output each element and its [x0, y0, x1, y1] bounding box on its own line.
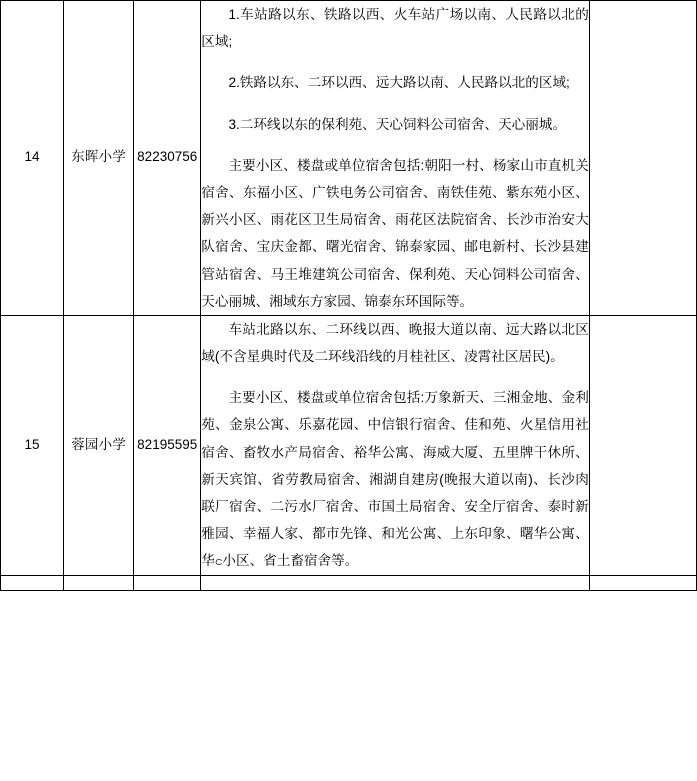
area-paragraph: 车站北路以东、二环线以西、晚报大道以南、远大路以北区域(不含星典时代及二环线沿线的月桂社区、凌霄社区居民)。 [201, 321, 589, 365]
row-index-cell [1, 575, 64, 590]
area-paragraph: 3.二环线以东的保利苑、天心饲料公司宿舍、天心丽城。 [228, 116, 567, 132]
table-row [1, 315, 697, 575]
phone-cell: 82195595 [134, 315, 201, 575]
school-name-cell: 东晖小学 [64, 1, 134, 316]
phone-cell: 82230756 [134, 1, 201, 316]
remark-cell [589, 315, 696, 575]
table-row [1, 575, 697, 590]
row-index-cell: 15 [1, 315, 64, 575]
table-row [1, 1, 697, 316]
remark-cell [589, 1, 696, 316]
enrollment-area-text [201, 316, 589, 575]
phone-cell [134, 575, 201, 590]
remark-cell [589, 575, 696, 590]
area-paragraph: 主要小区、楼盘或单位宿舍包括:万象新天、三湘金地、金利苑、金泉公寓、乐嘉花园、中信银行宿舍、佳和苑、火星信用社宿舍、畜牧水产局宿舍、裕华公寓、海威大厦、五里牌干休所、新天宾馆、省劳教局宿舍、湘湖自建房(晚报大道以南)、长沙肉联厂宿舍、二污水厂宿舍、市国土局宿舍、安全厅宿舍、泰时新雅园、幸福人家、都市先锋、和光公寓、上东印象、曙华公寓、华င小区、省土畜宿舍等。 [201, 390, 589, 569]
area-paragraph: 主要小区、楼盘或单位宿舍包括:朝阳一村、杨家山市直机关宿舍、东福小区、广铁电务公司宿舍、南铁佳苑、紫东苑小区、新兴小区、雨花区卫生局宿舍、雨花区法院宿舍、长沙市治安大队宿舍、宝庆金都、曙光宿舍、锦泰家园、邮电新村、长沙县建管站宿舍、马王堆建筑公司宿舍、保利苑、天心饲料公司宿舍、天心丽城、湘域东方家园、锦泰东环国际等。 [201, 157, 589, 309]
area-paragraph: 2.铁路以东、二环以西、远大路以南、人民路以北的区域; [228, 75, 570, 91]
school-name-cell: 蓉园小学 [64, 315, 134, 575]
school-name-cell [64, 575, 134, 590]
enrollment-area-cell [201, 1, 590, 316]
enrollment-area-cell [201, 315, 590, 575]
row-index-cell: 14 [1, 1, 64, 316]
area-paragraph: 1.车站路以东、铁路以西、火车站广场以南、人民路以北的区域; [201, 7, 589, 50]
enrollment-area-text [201, 1, 589, 315]
enrollment-area-cell [201, 575, 590, 590]
